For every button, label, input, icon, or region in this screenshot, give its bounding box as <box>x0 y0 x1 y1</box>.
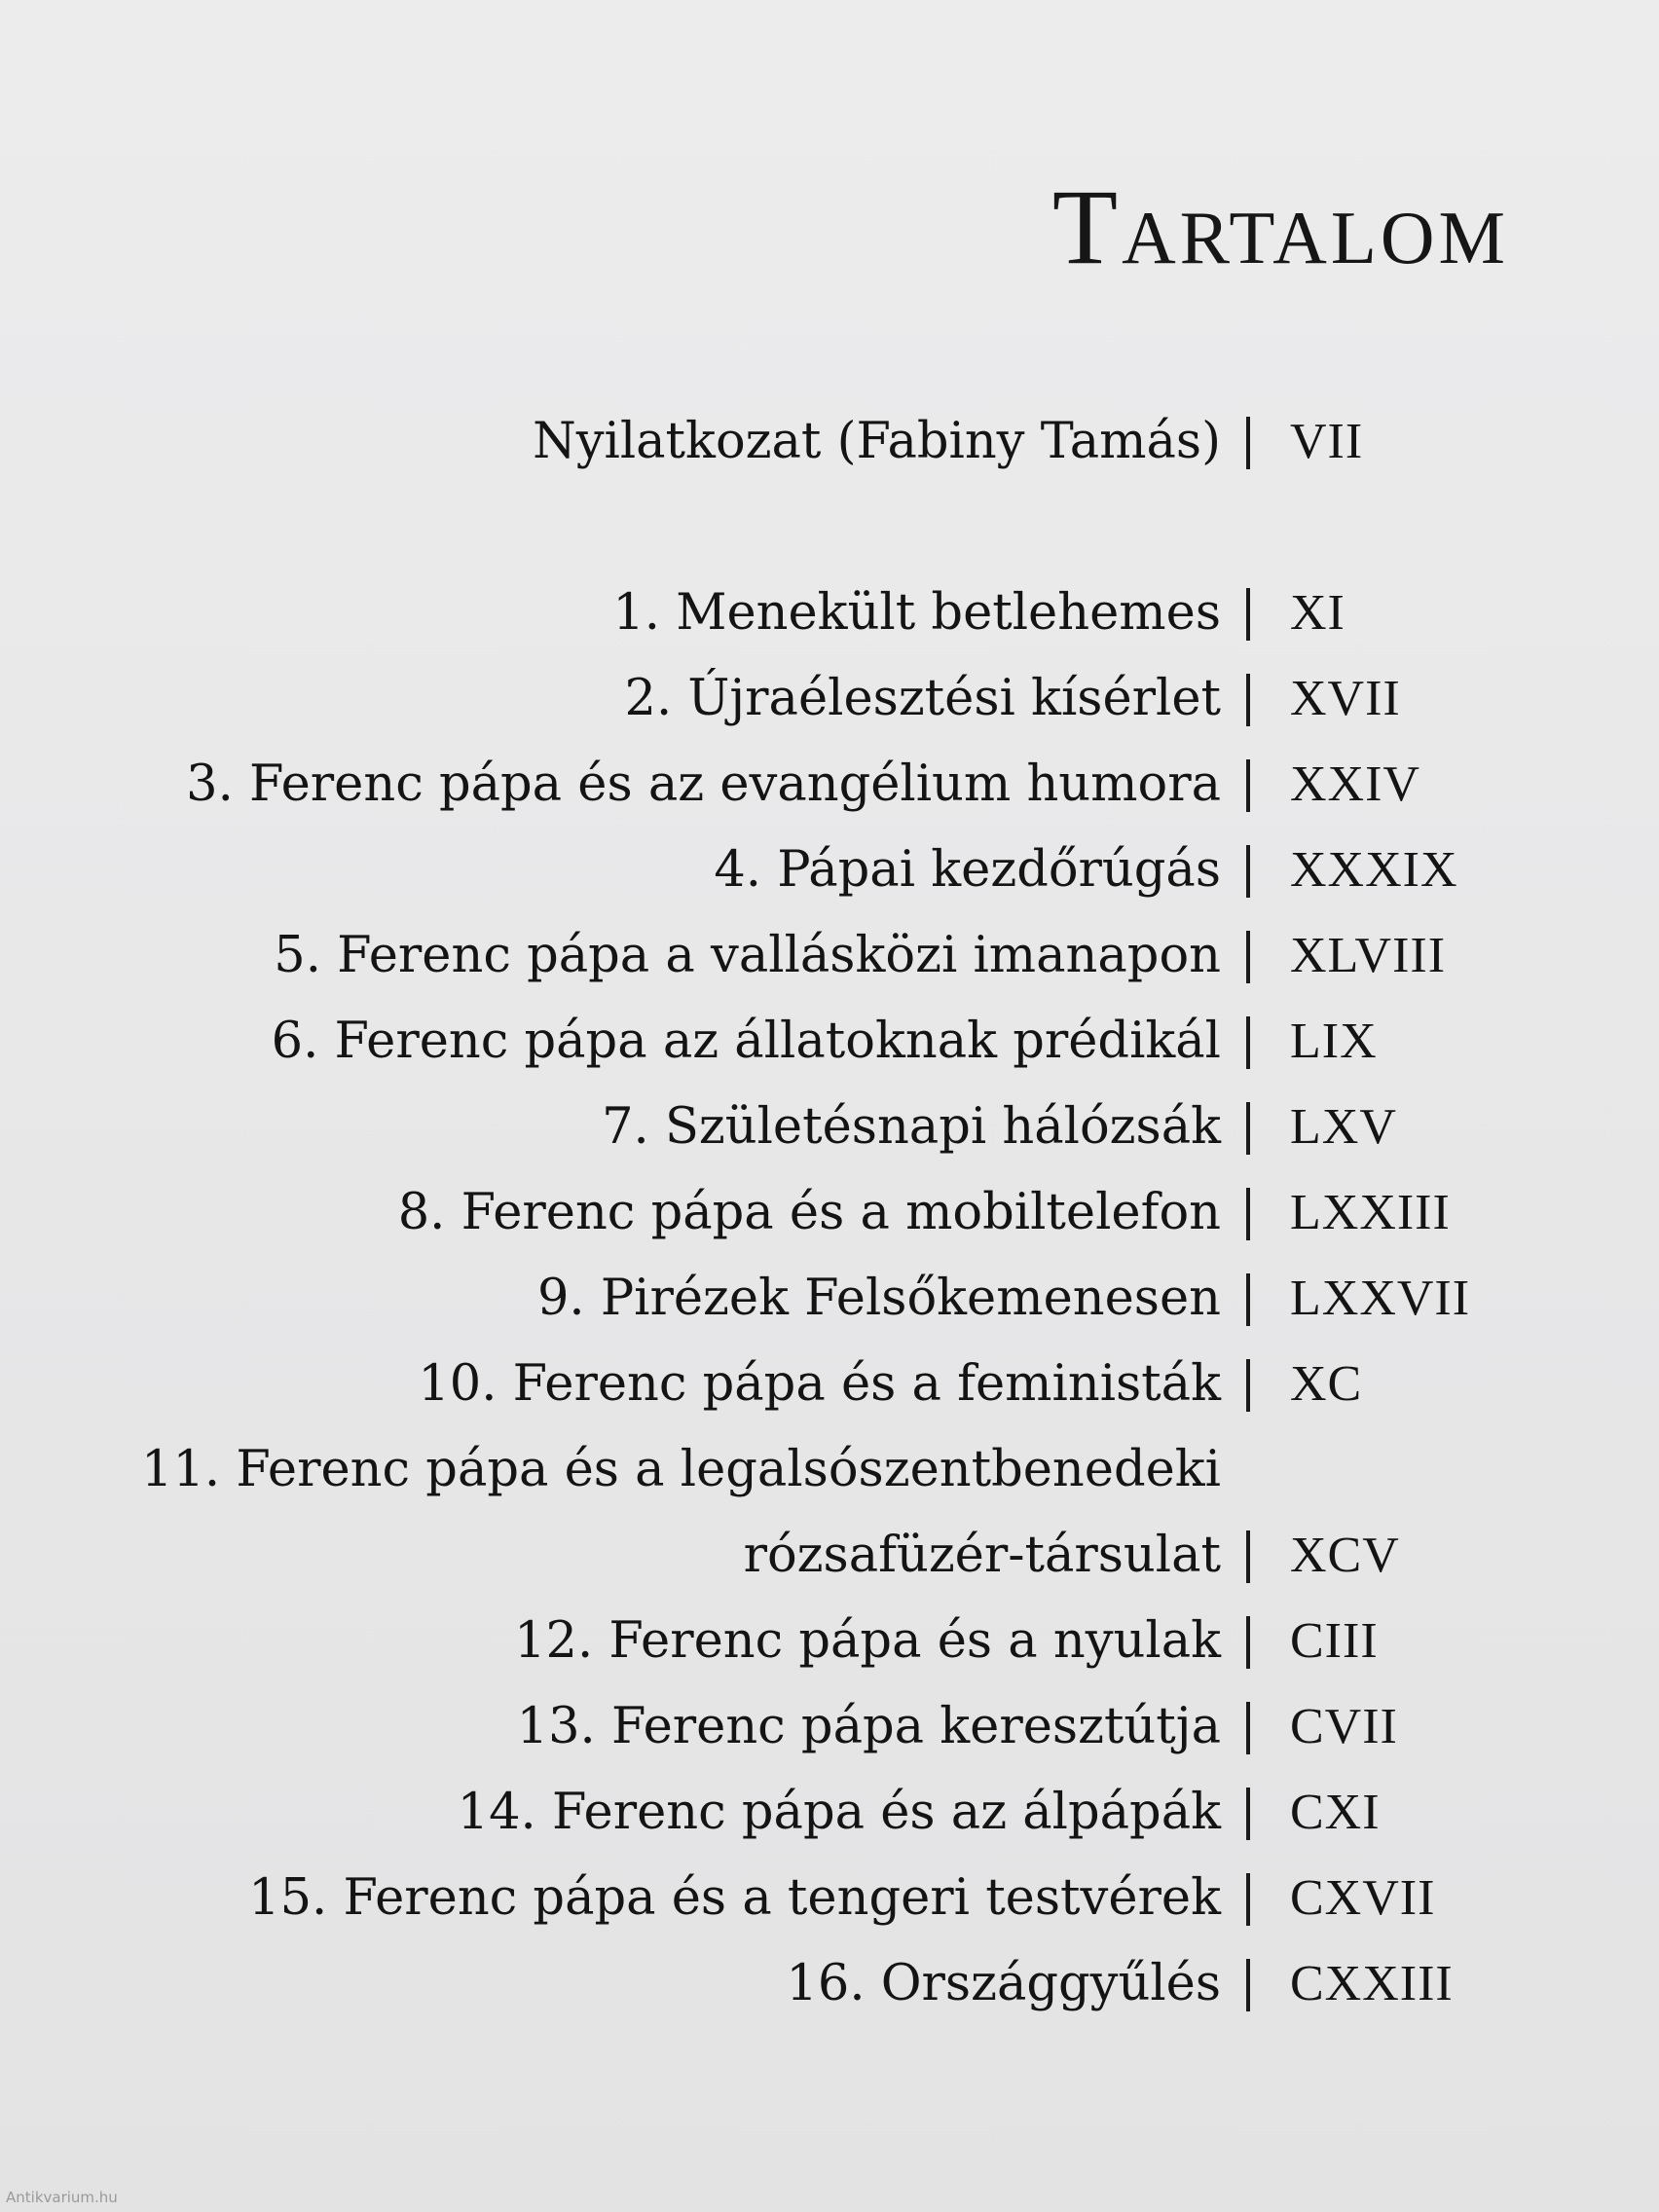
toc-entry-row <box>0 574 1659 652</box>
separator-bar <box>1246 1102 1250 1155</box>
separator-bar <box>1246 1702 1250 1754</box>
toc-entry-row <box>0 1860 1659 1937</box>
toc-entry-row <box>0 1003 1659 1081</box>
separator-bar <box>1246 1016 1250 1069</box>
toc-page-number: XXXIX <box>1290 842 1458 898</box>
toc-entry-title: 4. Pápai kezdőrúgás <box>714 841 1221 899</box>
toc-page-number: XC <box>1290 1356 1363 1412</box>
toc-entry-title: 12. Ferenc pápa és a nyulak <box>514 1612 1221 1670</box>
toc-entry-title: 14. Ferenc pápa és az álpápák <box>457 1784 1221 1841</box>
toc-entry-title: Nyilatkozat (Fabiny Tamás) <box>533 413 1221 470</box>
separator-bar <box>1246 674 1250 726</box>
toc-entry-title-line1: 11. Ferenc pápa és a legalsószentbenedeki <box>141 1441 1221 1498</box>
toc-preface-row <box>0 403 1659 481</box>
toc-entry-row <box>0 1517 1659 1595</box>
toc-page-number: CVII <box>1290 1699 1398 1754</box>
toc-entry-title: 1. Menekült betlehemes <box>612 584 1221 642</box>
toc-page-number: CXI <box>1290 1785 1381 1840</box>
separator-bar <box>1246 1273 1250 1326</box>
toc-page-number: LXXIII <box>1290 1185 1451 1240</box>
toc-entry-title-line2: rózsafüzér-társulat <box>743 1527 1221 1584</box>
separator-bar <box>1246 1616 1250 1669</box>
separator-bar <box>1246 588 1250 641</box>
toc-page-number: LXV <box>1290 1099 1397 1155</box>
toc-entry-row <box>0 660 1659 738</box>
toc-entry-title: 5. Ferenc pápa a vallásközi imanapon <box>274 927 1221 984</box>
toc-page-number: XLVIII <box>1290 928 1447 983</box>
toc-entry-row <box>0 1688 1659 1766</box>
toc-entry-row <box>0 1088 1659 1166</box>
toc-page-number: CIII <box>1290 1613 1379 1669</box>
toc-entry-title: 15. Ferenc pápa és a tengeri testvérek <box>248 1869 1221 1927</box>
toc-page-number: XXIV <box>1290 756 1420 812</box>
separator-bar <box>1246 1959 1250 2011</box>
toc-entry-title: 6. Ferenc pápa az állatoknak prédikál <box>271 1013 1221 1070</box>
toc-entry-row <box>0 1174 1659 1252</box>
toc-entry-row <box>0 1260 1659 1338</box>
toc-page-number: XVII <box>1290 671 1401 726</box>
toc-entry-title: 8. Ferenc pápa és a mobiltelefon <box>397 1184 1221 1241</box>
toc-entry-row <box>0 1603 1659 1680</box>
toc-page-number: LXXVII <box>1290 1271 1471 1326</box>
toc-entry-title: 3. Ferenc pápa és az evangélium humora <box>186 756 1221 813</box>
separator-bar <box>1246 1188 1250 1240</box>
toc-page-number: XI <box>1290 585 1346 641</box>
toc-page-number: LIX <box>1290 1014 1378 1069</box>
separator-bar <box>1246 845 1250 898</box>
toc-entry-row-first-line <box>0 1431 1659 1509</box>
watermark-text: Antikvarium.hu <box>6 2189 118 2206</box>
toc-entry-row <box>0 831 1659 909</box>
toc-page-number: CXVII <box>1290 1870 1436 1926</box>
toc-entry-row <box>0 1346 1659 1423</box>
separator-bar <box>1246 1788 1250 1840</box>
toc-entry-title: 10. Ferenc pápa és a feministák <box>418 1355 1221 1413</box>
toc-entry-row <box>0 1945 1659 2023</box>
separator-bar <box>1246 417 1250 469</box>
separator-bar <box>1246 759 1250 812</box>
toc-entry-title: 13. Ferenc pápa keresztútja <box>516 1698 1221 1755</box>
page-title: Tartalom <box>1051 167 1509 286</box>
separator-bar <box>1246 1873 1250 1926</box>
toc-entry-title: 7. Születésnapi hálózsák <box>602 1098 1221 1156</box>
toc-page-number: XCV <box>1290 1528 1400 1583</box>
separator-bar <box>1246 1359 1250 1412</box>
toc-entry-title: 16. Országgyűlés <box>786 1955 1221 2012</box>
toc-entry-row <box>0 917 1659 995</box>
toc-entry-row <box>0 1774 1659 1852</box>
toc-entry-title: 2. Újraélesztési kísérlet <box>624 670 1221 727</box>
toc-page-number: VII <box>1290 414 1364 469</box>
toc-entry-title: 9. Pirézek Felsőkemenesen <box>536 1270 1221 1327</box>
toc-page-number: CXXIII <box>1290 1956 1454 2011</box>
separator-bar <box>1246 931 1250 983</box>
separator-bar <box>1246 1530 1250 1583</box>
toc-entry-row <box>0 746 1659 824</box>
